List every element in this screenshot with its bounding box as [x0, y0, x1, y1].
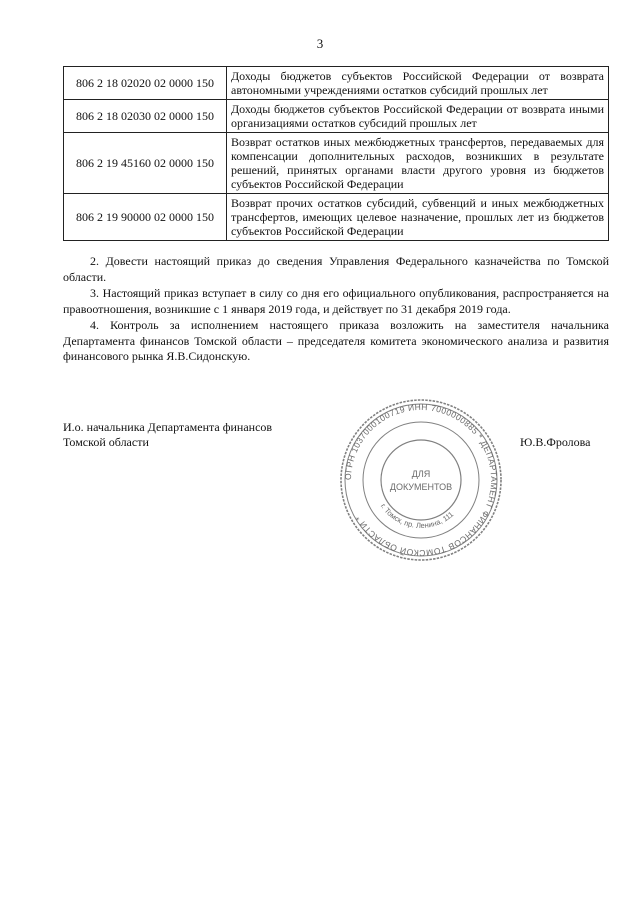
official-seal-stamp	[336, 395, 506, 565]
page-number: 3	[316, 36, 324, 51]
svg-text:ОГРН 1037000100719 ИНН 7000000: ОГРН 1037000100719 ИНН 7000000885 * ДЕПАРТАМЕНТ ФИНАНСОВ ТОМСКОЙ ОБЛАСТИ *	[342, 401, 500, 559]
paragraph-2: 2. Довести настоящий приказ до сведения Управления Федерального казначейства по Томской области.	[63, 254, 609, 284]
signer-position-line1: И.о. начальника Департамента финансов	[63, 420, 273, 434]
table-cell-description: Доходы бюджетов субъектов Российской Федерации от возврата автономными учреждениями остатков субсидий прошлых лет	[227, 67, 609, 100]
svg-text:ДОКУМЕНТОВ: ДОКУМЕНТОВ	[389, 482, 453, 492]
paragraph-3: 3. Настоящий приказ вступает в силу со дня его официального опубликования, распространяется на правоотношения, возникшие с 1 января 2019 года, и действует по 31 декабря 2019 года.	[63, 286, 609, 316]
table-row	[64, 133, 609, 194]
signer-position	[63, 420, 272, 450]
svg-text:ДЛЯ: ДЛЯ	[411, 469, 431, 479]
table-cell-code: 806 2 18 02030 02 0000 150	[64, 100, 227, 133]
signer-name: Ю.В.Фролова	[520, 435, 591, 449]
table-row	[64, 100, 609, 133]
table-cell-code: 806 2 19 90000 02 0000 150	[64, 194, 227, 241]
table-cell-code: 806 2 18 02020 02 0000 150	[64, 67, 227, 100]
table-row	[64, 67, 609, 100]
table-row	[64, 194, 609, 241]
signer-position-line2: Томской области	[63, 435, 149, 449]
order-paragraphs	[63, 254, 609, 366]
table-cell-code: 806 2 19 45160 02 0000 150	[64, 133, 227, 194]
table-cell-description: Возврат прочих остатков субсидий, субвенций и иных межбюджетных трансфертов, имеющих целевое назначение, прошлых лет из бюджетов субъектов Российской Федерации	[227, 194, 609, 241]
svg-text:г. Томск, пр. Ленина, 111: г. Томск, пр. Ленина, 111	[378, 501, 456, 531]
budget-codes-table	[63, 66, 609, 241]
table-cell-description: Возврат остатков иных межбюджетных трансфертов, передаваемых для компенсации дополнительных расходов, возникших в результате решений, принятых органами власти другого уровня из бюджетов субъектов Российской Федерации	[227, 133, 609, 194]
paragraph-4: 4. Контроль за исполнением настоящего приказа возложить на заместителя начальника Департамента финансов Томской области – председателя комитета экономического анализа и развития финансового рынка Я.В.Сидонскую.	[63, 318, 609, 363]
table-cell-description: Доходы бюджетов субъектов Российской Федерации от возврата иными организациями остатков субсидий прошлых лет	[227, 100, 609, 133]
